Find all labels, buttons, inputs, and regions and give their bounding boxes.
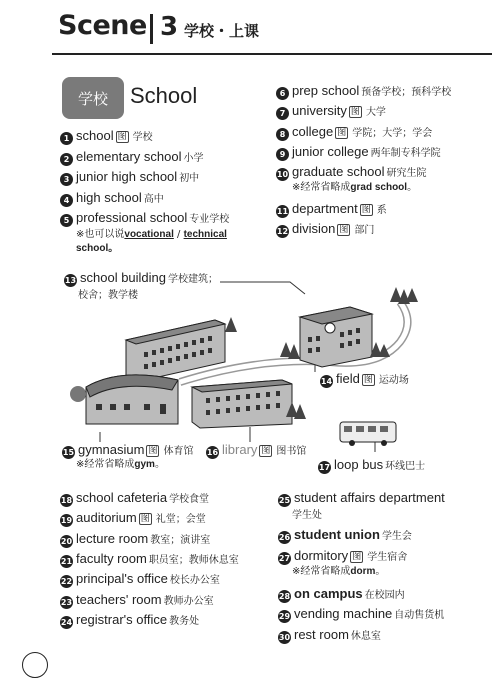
- item-chinese: 环线巴士: [385, 461, 426, 472]
- vocab-item-4: [60, 190, 164, 207]
- item-english: school: [76, 128, 114, 143]
- noun-tag: 图: [363, 375, 373, 385]
- item-chinese: 学校: [132, 132, 153, 143]
- item-chinese: 校长办公室: [169, 575, 220, 586]
- note-item-15: ※经常省略成gym。: [76, 459, 165, 470]
- vocab-item-15: [62, 442, 193, 459]
- noun-tag: 图: [361, 205, 371, 215]
- item-english: school building: [80, 270, 167, 285]
- vocab-item-1: [60, 128, 153, 145]
- item-chinese: 研究生院: [386, 168, 427, 179]
- vocab-item-21: [60, 551, 239, 568]
- loop-bus: [340, 422, 396, 446]
- item-english: student union: [294, 527, 380, 542]
- item-chinese: 高中: [143, 194, 164, 205]
- vocab-item-12: [276, 221, 374, 238]
- item-chinese: 两年制专科学院: [370, 148, 441, 159]
- item-english: loop bus: [334, 457, 384, 472]
- noun-tag: 图: [148, 446, 158, 456]
- vocab-item-25: [278, 490, 445, 523]
- item-number: 10: [276, 170, 289, 179]
- header-divider: [150, 14, 153, 44]
- noun-tag: 图: [350, 107, 360, 117]
- noun-tag: 图: [337, 128, 347, 138]
- item-chinese: 学校食堂: [169, 494, 210, 505]
- item-chinese: 自动售货机: [394, 610, 445, 621]
- scene-number: 3: [160, 12, 179, 42]
- item-english: on campus: [294, 586, 363, 601]
- item-english: college: [292, 124, 334, 139]
- item-chinese: 运动场: [378, 375, 409, 386]
- item-english: department: [292, 201, 358, 216]
- item-number: 15: [62, 448, 75, 457]
- item-chinese: 大学: [365, 107, 386, 118]
- item-english: auditorium: [76, 510, 137, 525]
- vocab-item-24: [60, 612, 199, 629]
- item-number: 20: [60, 537, 73, 546]
- vocab-item-3: [60, 169, 199, 186]
- vocab-item-8: [276, 124, 432, 141]
- scene-title: 学校・上课: [184, 22, 260, 40]
- item-english: registrar's office: [76, 612, 168, 627]
- vocab-item-13: [64, 270, 218, 303]
- item-number: 27: [278, 554, 291, 563]
- vocab-item-11: [276, 201, 387, 218]
- item-english: lecture room: [76, 531, 149, 546]
- item-number: 28: [278, 592, 291, 601]
- vocab-item-30: [278, 627, 381, 644]
- section-badge: 学校: [62, 77, 124, 119]
- item-english: student affairs department: [294, 490, 445, 505]
- item-number: 25: [278, 496, 291, 505]
- noun-tag: 图: [117, 132, 127, 142]
- item-english: school cafeteria: [76, 490, 168, 505]
- vocab-item-9: [276, 144, 441, 161]
- item-chinese: 学生处: [292, 510, 322, 521]
- item-number: 1: [60, 132, 73, 145]
- clock-icon: [325, 323, 335, 333]
- vocab-item-27: [278, 548, 407, 565]
- item-number: 29: [278, 612, 291, 621]
- vocab-item-10: [276, 164, 427, 181]
- item-english: rest room: [294, 627, 349, 642]
- item-number: 7: [276, 107, 289, 120]
- item-chinese: 学校建筑；: [168, 274, 219, 285]
- vocab-item-6: [276, 83, 451, 100]
- leader-line-13: [220, 282, 305, 294]
- item-chinese: 专业学校: [189, 214, 230, 225]
- noun-tag: 图: [261, 446, 271, 456]
- header-underline: [52, 53, 492, 55]
- item-english: dormitory: [294, 548, 349, 563]
- item-number: 8: [276, 128, 289, 141]
- item-english: division: [292, 221, 336, 236]
- vocab-item-23: [60, 592, 214, 609]
- item-number: 23: [60, 598, 73, 607]
- item-number: 30: [278, 633, 291, 642]
- item-chinese: 在校园内: [364, 590, 405, 601]
- item-english: prep school: [292, 83, 360, 98]
- item-number: 26: [278, 533, 291, 542]
- item-english: faculty room: [76, 551, 147, 566]
- item-number: 6: [276, 87, 289, 100]
- item-chinese: 预备学校；预科学校: [361, 87, 452, 98]
- item-english: high school: [76, 190, 142, 205]
- item-number: 14: [320, 377, 333, 386]
- item-english: gymnasium: [78, 442, 145, 457]
- noun-tag: 图: [352, 552, 362, 562]
- item-number: 11: [276, 207, 289, 216]
- vocab-item-26: [278, 527, 412, 544]
- item-chinese: 体育馆: [163, 446, 194, 457]
- item-chinese: 系: [376, 205, 387, 216]
- vocab-item-19: [60, 510, 206, 527]
- item-english: professional school: [76, 210, 188, 225]
- item-number: 17: [318, 463, 331, 472]
- vocab-item-5: [60, 210, 229, 227]
- vocab-item-18: [60, 490, 209, 507]
- item-number: 16: [206, 448, 219, 457]
- item-number: 3: [60, 173, 73, 186]
- item-number: 22: [60, 577, 73, 586]
- vocab-item-20: [60, 531, 210, 548]
- scene-label: Scene: [58, 10, 147, 41]
- item-number: 9: [276, 148, 289, 161]
- note-item-27: ※经常省略成dorm。: [292, 566, 386, 577]
- item-number: 4: [60, 194, 73, 207]
- item-chinese: 教室；演讲室: [150, 535, 211, 546]
- item-number: 5: [60, 214, 73, 227]
- item-english: university: [292, 103, 347, 118]
- item-number: 12: [276, 227, 289, 236]
- item-number: 2: [60, 153, 73, 166]
- item-chinese: 教务处: [169, 616, 200, 627]
- item-number: 13: [64, 276, 77, 285]
- page-header: [0, 0, 500, 60]
- item-chinese: 部门: [354, 225, 375, 236]
- item-english: teachers' room: [76, 592, 162, 607]
- section-title: School: [130, 83, 198, 108]
- item-english: junior college: [292, 144, 369, 159]
- item-chinese: 学院；大学；学会: [352, 128, 433, 139]
- note-item-10: ※经常省略成grad school。: [292, 182, 418, 193]
- item-number: 24: [60, 618, 73, 627]
- vocab-item-17: [318, 457, 425, 474]
- vocab-item-28: [278, 586, 405, 603]
- item-english: principal's office: [76, 571, 168, 586]
- item-chinese: 职员室；教师休息室: [148, 555, 239, 566]
- vocab-item-29: [278, 606, 444, 623]
- vocab-item-7: [276, 103, 386, 120]
- item-chinese-line2: 校舍；教学楼: [78, 290, 138, 301]
- item-chinese: 小学: [183, 153, 204, 164]
- item-chinese: 学生会: [381, 531, 412, 542]
- item-chinese: 礼堂；会堂: [155, 514, 206, 525]
- vocab-item-14: [320, 371, 409, 388]
- item-chinese: 图书馆: [276, 446, 307, 457]
- noun-tag: 图: [140, 514, 150, 524]
- item-english: graduate school: [292, 164, 385, 179]
- noun-tag: 图: [339, 225, 349, 235]
- item-english: field: [336, 371, 360, 386]
- vocab-item-22: [60, 571, 220, 588]
- item-chinese: 初中: [179, 173, 200, 184]
- vocab-item-16: [206, 442, 306, 459]
- page-number-circle: [22, 652, 48, 678]
- item-number: 21: [60, 557, 73, 566]
- item-number: 18: [60, 496, 73, 505]
- item-english: vending machine: [294, 606, 393, 621]
- note-item-5: ※也可以说vocational / technical school。: [76, 229, 227, 254]
- item-english: elementary school: [76, 149, 182, 164]
- item-chinese: 休息室: [350, 631, 381, 642]
- item-english: junior high school: [76, 169, 178, 184]
- item-english: library: [222, 442, 258, 457]
- item-number: 19: [60, 516, 73, 525]
- item-chinese: 教师办公室: [163, 596, 214, 607]
- vocab-item-2: [60, 149, 204, 166]
- item-chinese: 学生宿舍: [367, 552, 408, 563]
